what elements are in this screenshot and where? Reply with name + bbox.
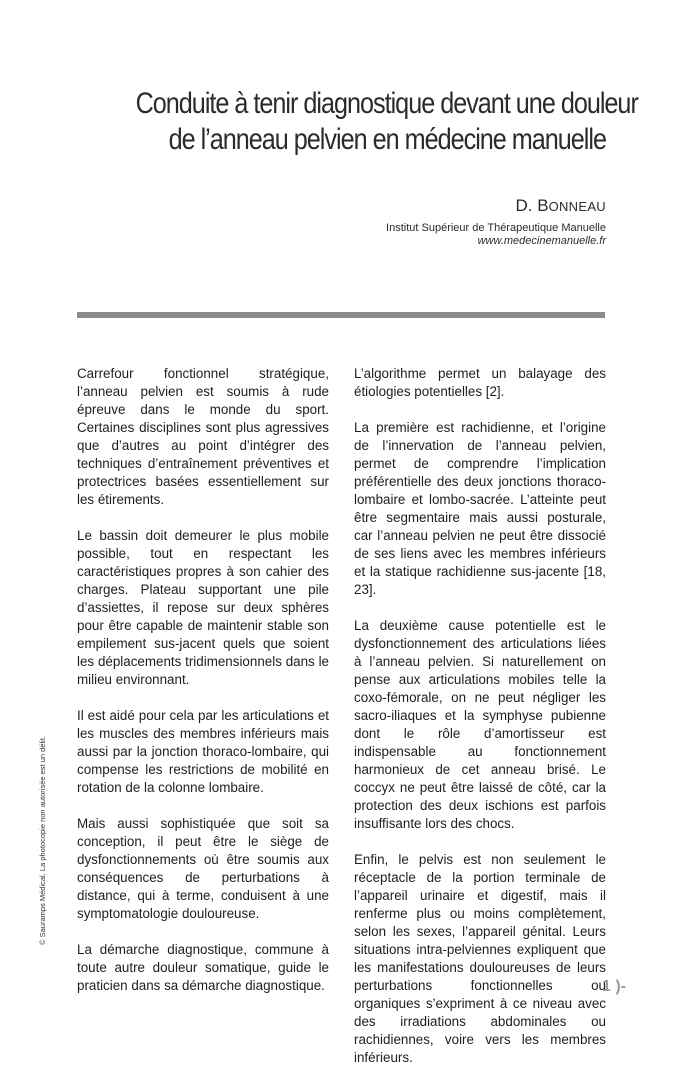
institute-website: www.medecinemanuelle.fr [477,235,606,247]
article-title [135,86,638,158]
body-column-left [77,365,329,1013]
title-line-2: de l’anneau pelvien en médecine manuelle [168,123,606,156]
body-paragraph: La démarche diagnostique, commune à toute autre douleur somatique, guide le praticien dans sa démarche diagnostique. [77,942,329,993]
copyright-notice: © Sauramps Médical. La photocopie non autorisée est un délit. [38,736,47,945]
body-paragraph: Il est aidé pour cela par les articulations et les muscles des membres inférieurs mais aussi par la jonction thoraco-lombaire, qui compense les restrictions de mobilité en rotation de la colonne lombaire. [77,708,329,795]
body-column-right [354,365,606,1085]
author-name [516,196,606,216]
body-paragraph: Mais aussi sophistiquée que soit sa conception, il peut être le siège de dysfonctionnements où être soumis aux conséquences de perturbations à distance, qui à terme, conduisent à une symptomatologie douloureuse. [77,816,329,921]
author-surname-smallcaps: ONNEAU [548,199,606,214]
page-number: 1 )- [602,978,626,995]
section-divider [77,312,605,318]
author-initial: D. B [515,196,549,215]
body-paragraph: L’algorithme permet un balayage des étiologies potentielles [2]. [354,366,606,399]
body-paragraph: La première est rachidienne, et l’origine de l’innervation de l’anneau pelvien, permet de comprendre l’implication préférentielle des deux jonctions thoraco-lombaire et lombo-sacrée. L’atteinte peut être segmentaire mais aussi posturale, car l’anneau pelvien ne peut être dissocié de ses liens avec les membres inférieurs et la statique rachidienne sus-jacente [18, 23]. [354,420,606,597]
author-affiliation [386,222,606,248]
body-paragraph: Enfin, le pelvis est non seulement le réceptаcle de la portion terminale de l’appareil urinaire et digestif, mais il renferme plus ou moins complètement, selon les sexes, l’appareil génital. Leurs situations intra-pelviennes expliquent que les manifestations douloureuses de leurs perturbations fonctionnelles ou organiques s’expriment à ce niveau avec des irradiations abdominales ou rachidiennes, voire vers les membres inférieurs. [354,852,606,1065]
institute-name: Institut Supérieur de Thérapeutique Manuelle [386,222,606,234]
title-line-1: Conduite à tenir diagnostique devant une douleur [135,87,638,120]
body-paragraph: Carrefour fonctionnel stratégique, l’anneau pelvien est soumis à rude épreuve dans le monde du sport. Certaines disciplines sont plus agressives que d’autres au point d’intégrer des techniques d’entraînement préventives et protectrices basées essentiellement sur les étirements. [77,366,329,507]
body-paragraph: Le bassin doit demeurer le plus mobile possible, tout en respectant les caractéristiques propres à son cahier des charges. Plateau supportant une pile d’assiettes, il repose sur deux sphères pour être capable de maintenir stable son empilement sus-jacent quels que soient les déplacements tridimensionnels dans le milieu environnant. [77,528,329,687]
body-paragraph: La deuxième cause potentielle est le dysfonctionnement des articulations liées à l’anneau pelvien. Si naturellement on pense aux articulations mobiles telle la coxo-fémorale, on ne peut négliger les sacro-iliaques et la symphyse pubienne dont le rôle d’amortisseur est indispensable au fonctionnement harmonieux de cet anneau brisé. Le coccyx ne peut être laissé de côté, car la protection des deux ischions est parfois insuffisante lors des chocs. [354,618,606,831]
